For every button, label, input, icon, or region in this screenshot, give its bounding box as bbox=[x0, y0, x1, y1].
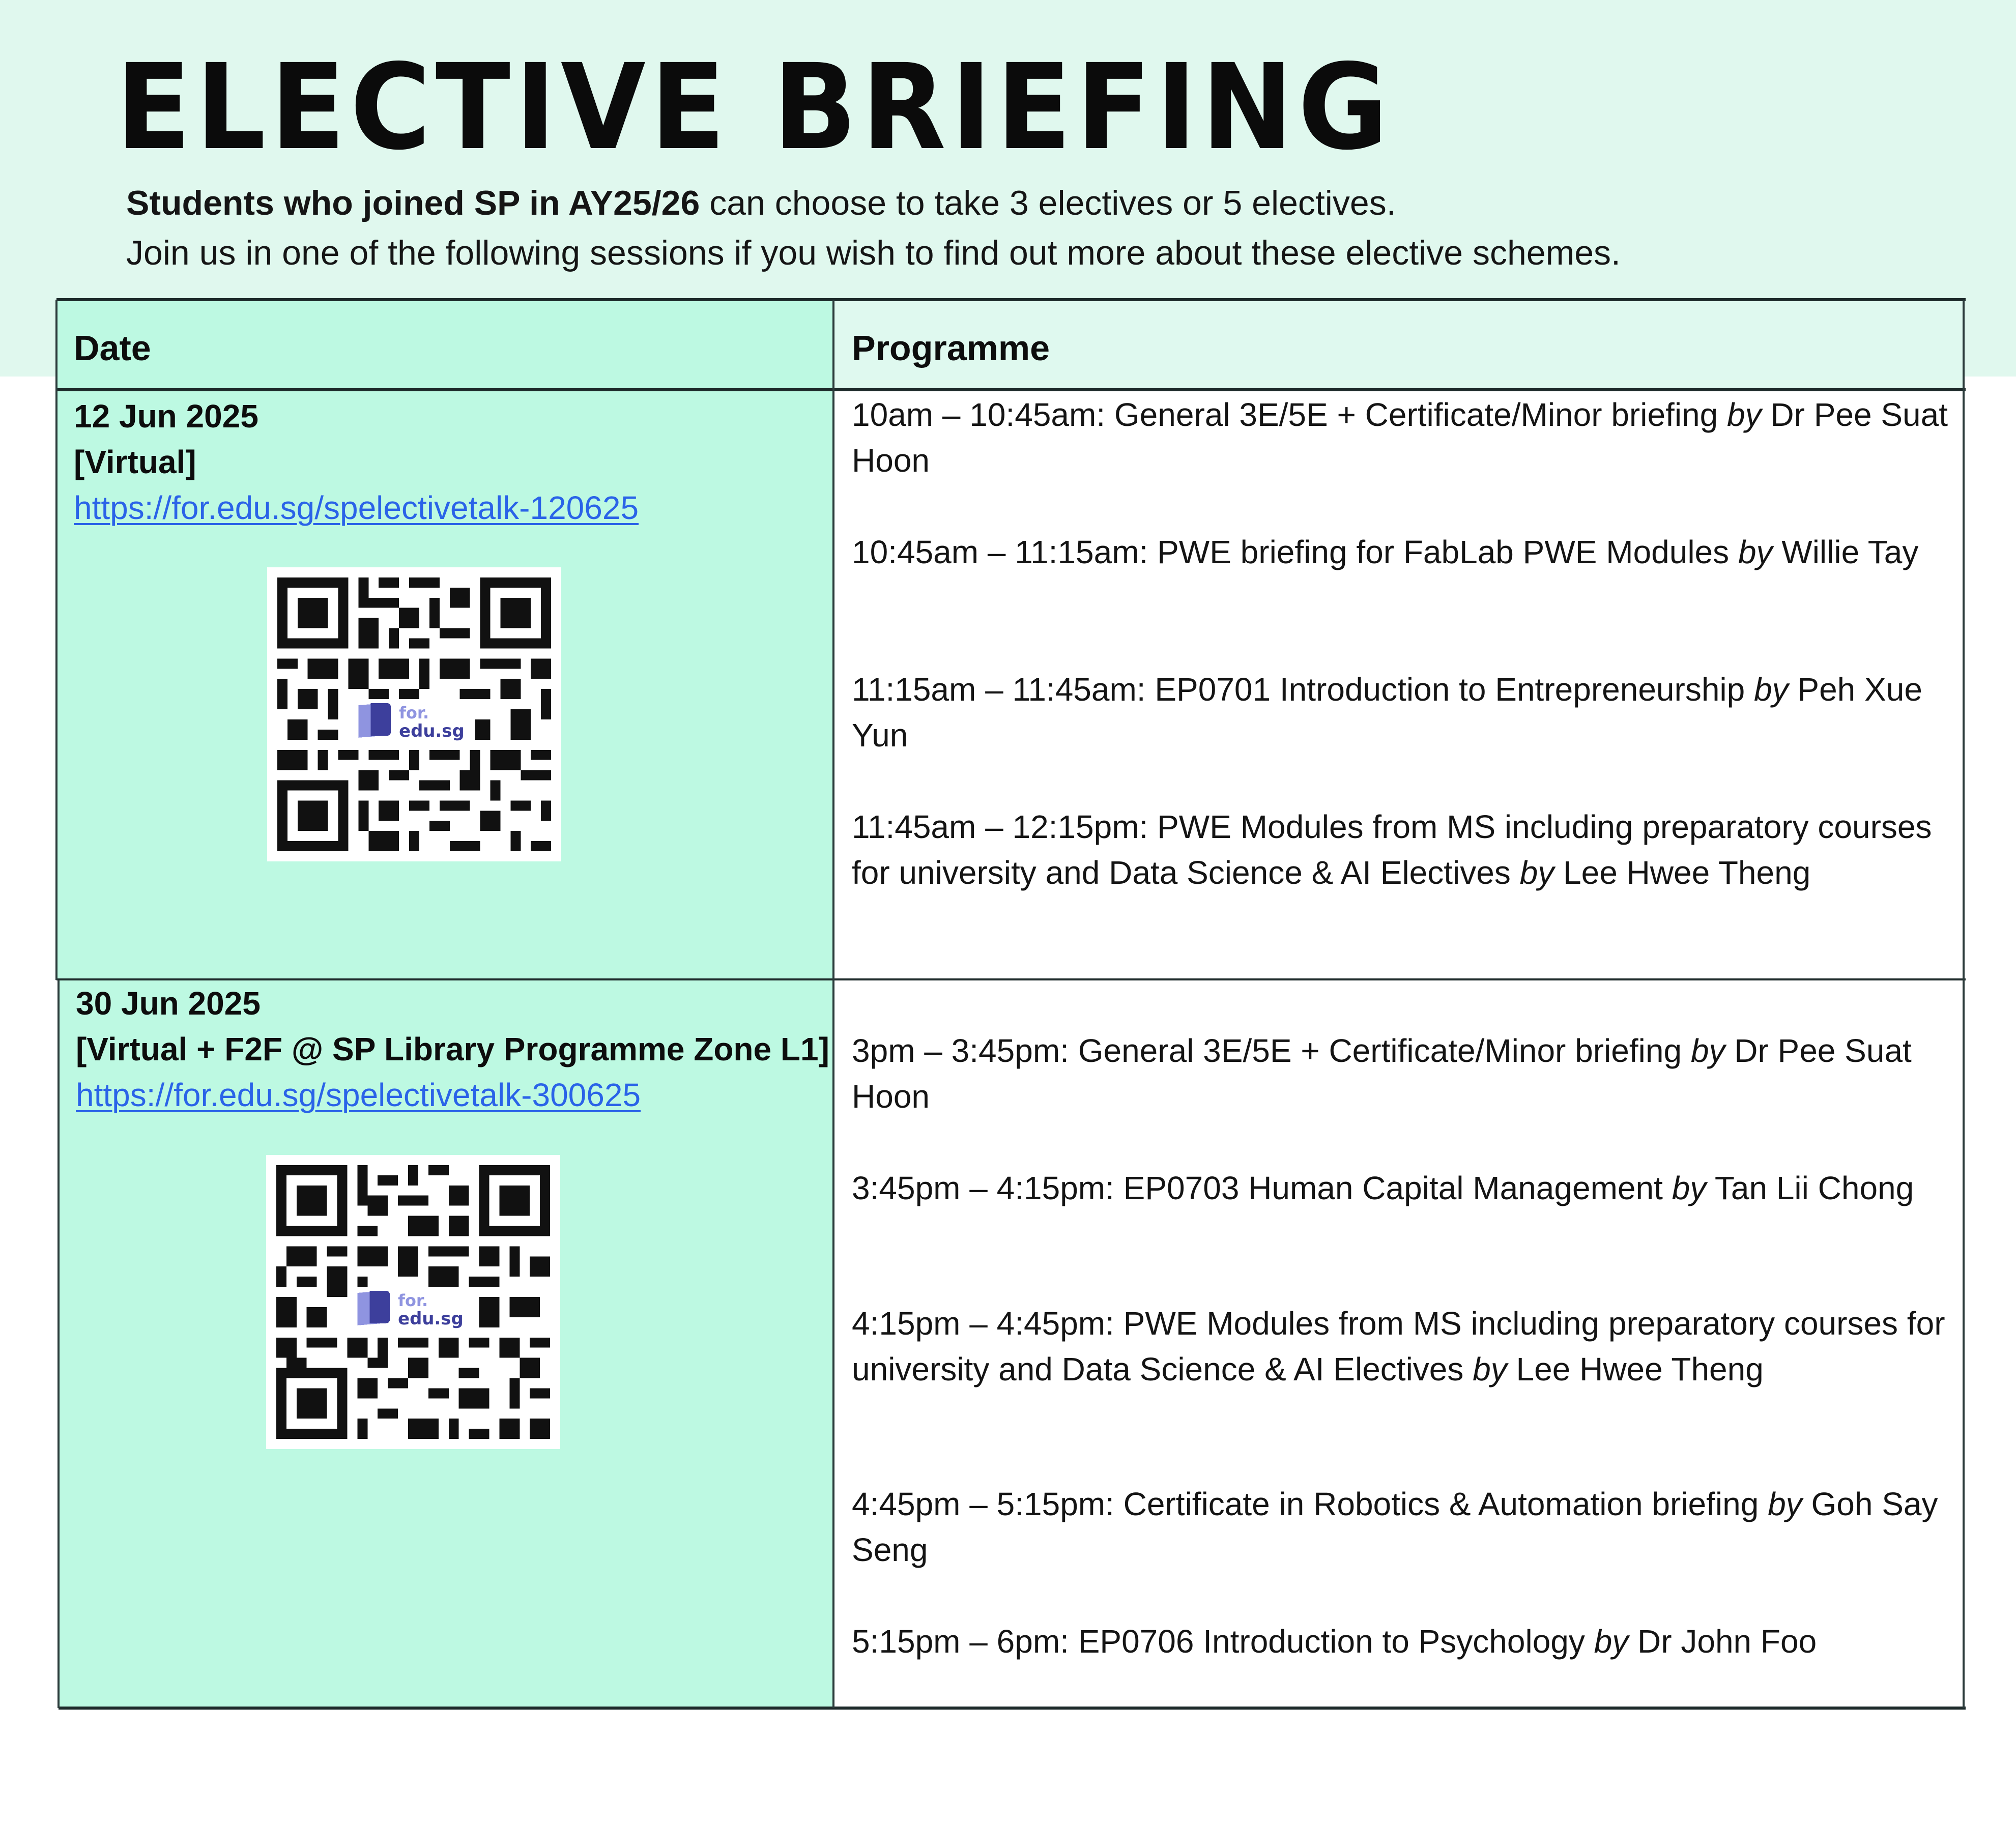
qr-logo-for: for. bbox=[398, 1290, 428, 1310]
session-speaker: Lee Hwee Theng bbox=[1507, 1351, 1764, 1388]
session-by: by bbox=[1672, 1170, 1707, 1206]
session-speaker: Peh Xue Yun bbox=[852, 671, 1922, 754]
session-by: by bbox=[1768, 1486, 1802, 1522]
header-divider bbox=[56, 388, 1966, 391]
qr-code-pattern bbox=[266, 1155, 560, 1449]
session-time: 11:45am – 12:15pm: bbox=[852, 808, 1148, 845]
date-cell-row-1 bbox=[56, 390, 833, 980]
session-title: PWE briefing for FabLab PWE Modules bbox=[1148, 534, 1738, 570]
session-by: by bbox=[1594, 1623, 1629, 1660]
registration-link[interactable]: https://for.edu.sg/spelectivetalk-120625 bbox=[74, 489, 639, 526]
programme-cell-row-2 bbox=[833, 980, 1964, 1708]
session-by: by bbox=[1738, 534, 1773, 570]
session-title: PWE Modules from MS including preparatory courses for university and Data Science & AI Electives bbox=[852, 1305, 1945, 1388]
table-border-right bbox=[1963, 300, 1965, 1708]
programme-cell-row-1 bbox=[833, 390, 1964, 980]
session-by: by bbox=[1754, 671, 1789, 708]
session-by: by bbox=[1473, 1351, 1507, 1388]
qr-code[interactable] bbox=[266, 1155, 560, 1449]
session-mode: [Virtual + F2F @ SP Library Programme Zone L1] bbox=[76, 1031, 829, 1067]
session-time: 5:15pm – 6pm: bbox=[852, 1623, 1069, 1660]
registration-link[interactable]: https://for.edu.sg/spelectivetalk-300625 bbox=[76, 1077, 641, 1113]
table-border-bottom bbox=[59, 1707, 1966, 1710]
session-date: 12 Jun 2025 bbox=[74, 398, 258, 435]
session-speaker: Tan Lii Chong bbox=[1706, 1170, 1914, 1206]
qr-code-pattern bbox=[267, 567, 561, 861]
session-title: Certificate in Robotics & Automation briefing bbox=[1114, 1486, 1768, 1522]
session-item bbox=[852, 1618, 1961, 1664]
qr-logo-for: for. bbox=[399, 703, 429, 722]
session-title: EP0706 Introduction to Psychology bbox=[1069, 1623, 1594, 1660]
session-time: 4:45pm – 5:15pm: bbox=[852, 1486, 1114, 1522]
subtitle-bold: Students who joined SP in AY25/26 bbox=[126, 184, 700, 222]
session-mode: [Virtual] bbox=[74, 444, 196, 480]
session-speaker: Dr John Foo bbox=[1628, 1623, 1817, 1660]
session-title: PWE Modules from MS including preparatory courses for university and Data Science & AI Electives bbox=[852, 808, 1932, 891]
page-title: ELECTIVE BRIEFING bbox=[116, 39, 1393, 176]
session-by: by bbox=[1690, 1032, 1725, 1069]
session-title: General 3E/5E + Certificate/Minor briefing bbox=[1105, 396, 1727, 433]
session-item bbox=[852, 529, 1961, 575]
session-by: by bbox=[1727, 396, 1762, 433]
session-title: EP0703 Human Capital Management bbox=[1114, 1170, 1672, 1206]
session-time: 3:45pm – 4:15pm: bbox=[852, 1170, 1114, 1206]
session-item bbox=[852, 1300, 1961, 1392]
session-item bbox=[852, 1165, 1961, 1211]
session-time: 10am – 10:45am: bbox=[852, 396, 1106, 433]
session-time: 3pm – 3:45pm: bbox=[852, 1032, 1069, 1069]
subtitle-line-2: Join us in one of the following sessions if you wish to find out more about these elective schemes. bbox=[126, 234, 1621, 272]
subtitle-rest: can choose to take 3 electives or 5 electives. bbox=[700, 184, 1396, 222]
table-border-top bbox=[56, 298, 1966, 301]
session-item bbox=[852, 804, 1961, 895]
session-speaker: Goh Say Seng bbox=[852, 1486, 1938, 1568]
session-item bbox=[852, 392, 1961, 483]
column-header-programme: Programme bbox=[852, 328, 1050, 368]
session-date: 30 Jun 2025 bbox=[76, 985, 261, 1022]
session-item bbox=[852, 1028, 1961, 1119]
session-time: 4:15pm – 4:45pm: bbox=[852, 1305, 1114, 1342]
table-border-left bbox=[55, 300, 57, 980]
session-item bbox=[852, 667, 1961, 758]
column-divider bbox=[832, 300, 834, 1708]
session-speaker: Willie Tay bbox=[1772, 534, 1919, 570]
date-cell-row-2 bbox=[59, 980, 833, 1708]
session-time: 10:45am – 11:15am: bbox=[852, 534, 1148, 570]
session-title: General 3E/5E + Certificate/Minor briefing bbox=[1069, 1032, 1691, 1069]
qr-logo-edu: edu.sg bbox=[399, 720, 465, 741]
session-speaker: Dr Pee Suat Hoon bbox=[852, 396, 1948, 479]
session-title: EP0701 Introduction to Entrepreneurship bbox=[1145, 671, 1754, 708]
table-border-left-row-2 bbox=[57, 980, 60, 1708]
session-time: 11:15am – 11:45am: bbox=[852, 671, 1146, 708]
header-cell-date bbox=[56, 300, 833, 390]
qr-logo-edu: edu.sg bbox=[398, 1308, 464, 1328]
column-header-date: Date bbox=[74, 328, 151, 368]
header-cell-programme bbox=[833, 300, 1964, 390]
session-speaker: Dr Pee Suat Hoon bbox=[852, 1032, 1912, 1115]
row-divider bbox=[56, 978, 1966, 980]
qr-code[interactable] bbox=[267, 567, 561, 861]
session-speaker: Lee Hwee Theng bbox=[1554, 854, 1811, 891]
subtitle-line-1 bbox=[126, 186, 1396, 220]
session-by: by bbox=[1519, 854, 1554, 891]
session-item bbox=[852, 1481, 1961, 1573]
